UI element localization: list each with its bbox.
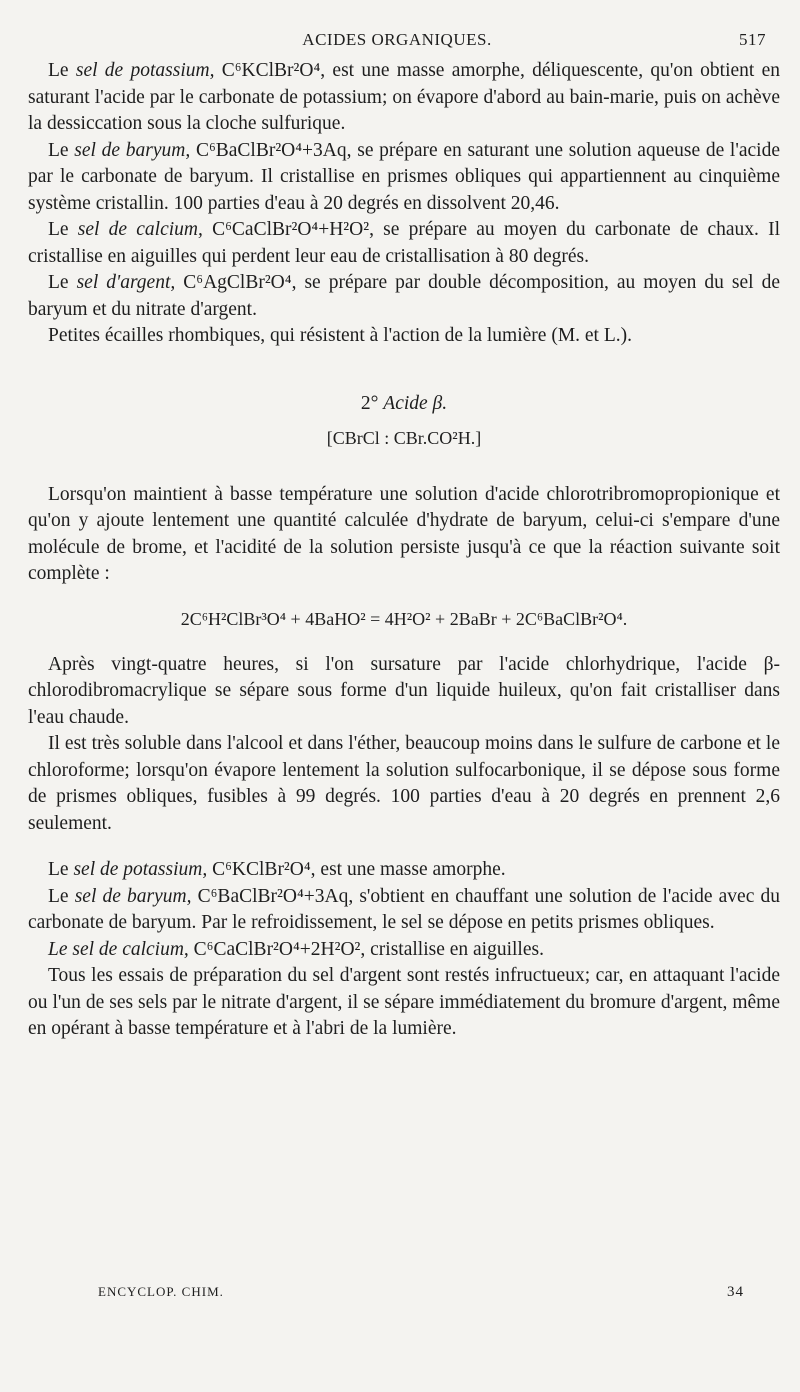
page-footer [98,1284,744,1306]
page-body [28,58,780,1043]
paragraph-calcium-salt: Le sel de calcium, C⁶CaClBr²O⁴+H²O², se prépare au moyen du carbonate de chaux. Il cristallise en aiguilles qui perdent leur eau de cristallisation à 80 degrés. [28,219,781,267]
paragraph-preparation: Lorsqu'on maintient à basse température une solution d'acide chlorotribromopropionique et qu'on y ajoute lentement une quantité calculée d'hydrate de baryum, celui-ci s'empare d'une molécule de brome, et l'acidité de la solution persiste jusqu'à ce que la réaction suivante soit complète : [28,483,780,584]
paragraph-rhombic-scales: Petites écailles rhombiques, qui résistent à l'action de la lumière (M. et L.). [48,325,633,346]
running-header [28,30,766,54]
section-formula: [CBrCl : CBr.CO²H.] [326,427,482,448]
footer-source: ENCYCLOP. CHIM. [98,1284,224,1299]
page-number: 517 [739,30,766,49]
paragraph-beta-calcium-salt: Le sel de calcium, C⁶CaClBr²O⁴+2H²O², cristallise en aiguilles. [48,938,544,960]
section-heading: 2° Acide β. [360,392,448,414]
paragraph-barium-salt: Le sel de baryum, C⁶BaClBr²O⁴+3Aq, se prépare en saturant une solution aqueuse de l'acide par le carbonate de baryum. Il cristallise en prismes obliques qui appartiennent au cinquième système cristallin. 100 parties d'eau à 20 degrés en dissolvent 20,46. [28,139,780,214]
paragraph-silver-attempts: Tous les essais de préparation du sel d'argent sont restés infructueux; car, en attaquant l'acide ou l'un de ses sels par le nitrate d'argent, il se sépare immédiatement du bromure d'argent, même en opérant à basse température et à l'abri de la lumière. [28,965,780,1039]
paragraph-potassium-salt: Le sel de potassium, C⁶KClBr²O⁴, est une masse amorphe, déliquescente, qu'on obtient en saturant l'acide par le carbonate de potassium; on évapore d'abord au bain-marie, puis on achève la dessiccation sous la cloche sulfurique. [28,60,780,134]
signature-mark: 34 [727,1284,744,1300]
paragraph-beta-potassium-salt: Le sel de potassium, C⁶KClBr²O⁴, est une masse amorphe. [48,859,506,880]
paragraph-silver-salt: Le sel d'argent, C⁶AgClBr²O⁴, se prépare par double décomposition, au moyen du sel de baryum et du nitrate d'argent. [28,272,780,320]
paragraph-solubility: Il est très soluble dans l'alcool et dans l'éther, beaucoup moins dans le sulfure de carbone et le chloroforme; lorsqu'on évapore lentement la solution sulfocarbonique, il se dépose sous forme de prismes obliques, fusibles à 99 degrés. 100 parties d'eau à 20 degrés en prennent 2,6 seulement. [28,733,780,834]
paragraph-beta-barium-salt: Le sel de baryum, C⁶BaClBr²O⁴+3Aq, s'obtient en chauffant une solution de l'acide avec du carbonate de baryum. Par le refroidissement, le sel se dépose en petits prismes obliques. [28,885,780,933]
reaction-equation: 2C⁶H²ClBr³O⁴ + 4BaHO² = 4H²O² + 2BaBr + 2C⁶BaClBr²O⁴. [180,608,628,629]
header-title: ACIDES ORGANIQUES. [302,30,492,49]
paragraph-acidification: Après vingt-quatre heures, si l'on sursature par l'acide chlorhydrique, l'acide β-chlorodibromacrylique se sépare sous forme d'un liquide huileux, qu'on fait cristalliser dans l'eau chaude. [28,653,780,728]
